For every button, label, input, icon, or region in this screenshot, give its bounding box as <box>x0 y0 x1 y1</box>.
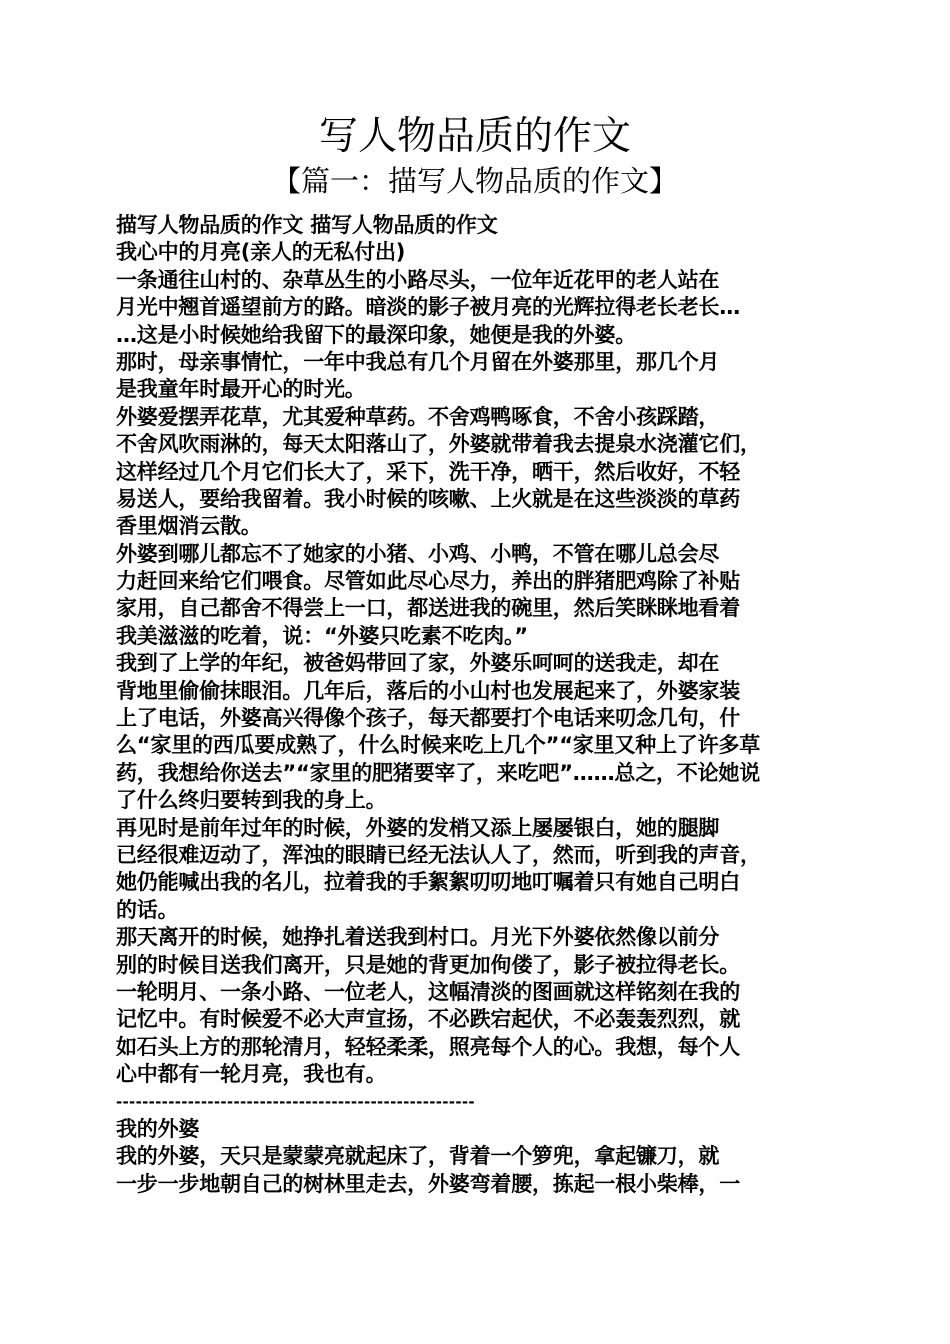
paragraph-line: 一轮明月、一条小路、一位老人，这幅清淡的图画就这样铭刻在我的 <box>116 979 740 1004</box>
document-title: 写人物品质的作文 <box>318 114 631 159</box>
document-subtitle: 【篇一：描写人物品质的作文】 <box>271 164 678 198</box>
paragraph-line: 么“家里的西瓜要成熟了，什么时候来吃上几个”“家里又种上了许多草 <box>116 733 761 758</box>
paragraph-line: 背地里偷偷抹眼泪。几年后，落后的小山村也发展起来了，外婆家装 <box>116 678 740 703</box>
paragraph-line: 我美滋滋的吃着，说：“外婆只吃素不吃肉。” <box>116 623 528 648</box>
heading-line: 描写人物品质的作文 描写人物品质的作文 <box>116 213 498 237</box>
section-heading: 我心中的月亮(亲人的无私付出) <box>116 240 406 265</box>
paragraph-line: …这是小时候她给我留下的最深印象，她便是我的外婆。 <box>116 322 636 347</box>
paragraph-line: 了什么终归要转到我的身上。 <box>116 788 387 813</box>
paragraph-line: 外婆爱摆弄花草，尤其爱种草药。不舍鸡鸭啄食，不舍小孩踩踏， <box>116 404 720 429</box>
paragraph-line: 的话。 <box>116 897 179 922</box>
paragraph-line: 易送人，要给我留着。我小时候的咳嗽、上火就是在这些淡淡的草药 <box>116 486 740 511</box>
paragraph-line: 上了电话，外婆高兴得像个孩子，每天都要打个电话来叨念几句，什 <box>116 706 740 731</box>
paragraph-line: 我的外婆，天只是蒙蒙亮就起床了，背着一个箩兜，拿起镰刀，就 <box>116 1144 720 1169</box>
paragraph-line: 不舍风吹雨淋的，每天太阳落山了，外婆就带着我去提泉水浇灌它们， <box>116 432 761 457</box>
paragraph-line: 记忆中。有时候爱不必大声宣扬，不必跌宕起伏，不必轰轰烈烈，就 <box>116 1007 740 1032</box>
paragraph-line: 如石头上方的那轮清月，轻轻柔柔，照亮每个人的心。我想，每个人 <box>116 1034 740 1059</box>
paragraph-line: 月光中翘首遥望前方的路。暗淡的影子被月亮的光辉拉得老长老长… <box>116 295 740 320</box>
paragraph-line: 力赶回来给它们喂食。尽管如此尽心尽力，养出的胖猪肥鸡除了补贴 <box>116 569 740 594</box>
paragraph-line: 已经很难迈动了，浑浊的眼睛已经无法认人了，然而，听到我的声音， <box>116 842 761 867</box>
paragraph-line: 是我童年时最开心的时光。 <box>116 377 366 402</box>
paragraph-line: 外婆到哪儿都忘不了她家的小猪、小鸡、小鸭，不管在哪儿总会尽 <box>116 541 720 566</box>
paragraph-line: 一条通往山村的、杂草丛生的小路尽头，一位年近花甲的老人站在 <box>116 267 720 292</box>
paragraph-line: 香里烟消云散。 <box>116 514 262 539</box>
paragraph-line: 一步一步地朝自己的树林里走去，外婆弯着腰，拣起一根小柴棒，一 <box>116 1171 740 1196</box>
document-body <box>116 212 838 1198</box>
paragraph-line: 家用，自己都舍不得尝上一口，都送进我的碗里，然后笑眯眯地看着 <box>116 596 740 621</box>
paragraph-line: 这样经过几个月它们长大了，采下，洗干净，晒干，然后收好，不轻 <box>116 459 740 484</box>
paragraph-line: 我到了上学的年纪，被爸妈带回了家，外婆乐呵呵的送我走，却在 <box>116 651 720 676</box>
paragraph-line: 药，我想给你送去”“家里的肥猪要宰了，来吃吧”……总之，不论她说 <box>116 760 761 785</box>
paragraph-line: 再见时是前年过年的时候，外婆的发梢又添上屡屡银白，她的腿脚 <box>116 815 720 840</box>
paragraph-line: 她仍能喊出我的名儿，拉着我的手絮絮叨叨地叮嘱着只有她自己明白 <box>116 870 740 895</box>
paragraph-line: 那天离开的时候，她挣扎着送我到村口。月光下外婆依然像以前分 <box>116 925 720 950</box>
section-heading: 我的外婆 <box>116 1116 200 1141</box>
paragraph-line: 那时，母亲事情忙，一年中我总有几个月留在外婆那里，那几个月 <box>116 349 720 374</box>
separator-line: ------------------------------------------------------- <box>116 1092 475 1111</box>
paragraph-line: 心中都有一轮月亮，我也有。 <box>116 1062 387 1087</box>
paragraph-line: 别的时候目送我们离开，只是她的背更加佝偻了，影子被拉得老长。 <box>116 952 740 977</box>
